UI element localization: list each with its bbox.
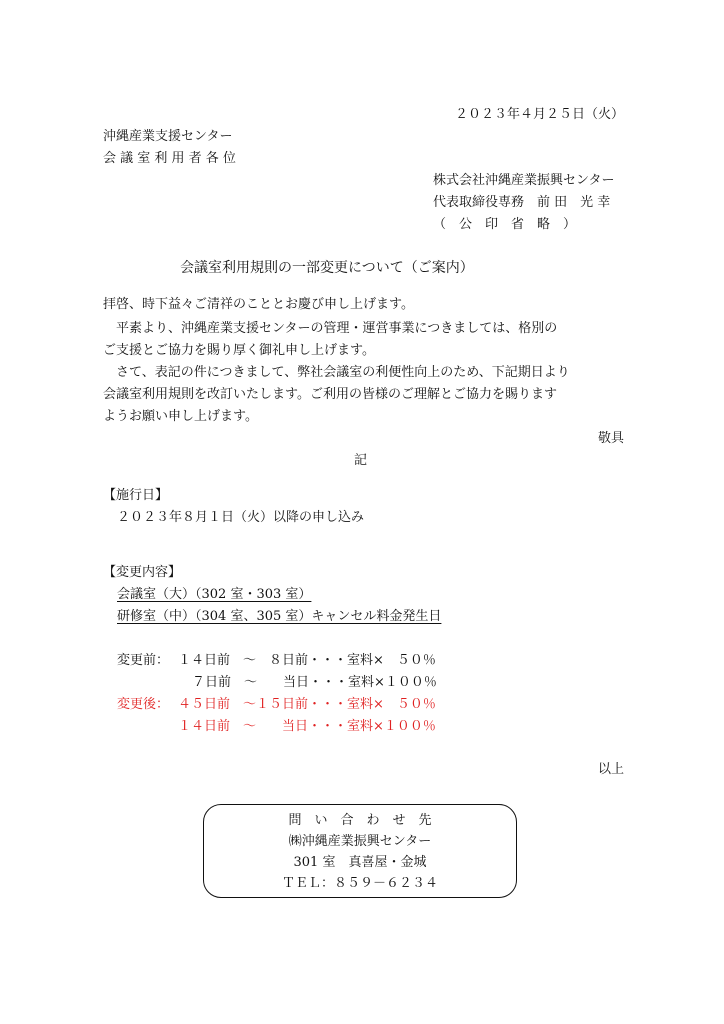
- after-label: 変更後：: [117, 697, 170, 712]
- body-paragraph-3-line-1: さて、表記の件につきまして、弊社会議室の利便性向上のため、下記期日より: [103, 365, 570, 380]
- changes-heading: 【変更内容】: [103, 565, 182, 580]
- contact-box: [203, 804, 517, 898]
- after-row-1: ４５日前 ～１５日前・・・室料× ５０％: [178, 697, 436, 712]
- before-label: 変更前：: [117, 653, 170, 668]
- sender-representative: 代表取締役専務 前 田 光 幸: [433, 195, 611, 210]
- before-row-1: １４日前 ～ ８日前・・・室料× ５０％: [178, 653, 436, 668]
- contact-persons: 301 室 真喜屋・金城: [293, 855, 427, 870]
- closing-word: 敬具: [597, 431, 624, 446]
- ki-heading: 記: [354, 453, 368, 468]
- effective-date-heading: 【施行日】: [103, 488, 169, 503]
- body-paragraph-3-line-2: 会議室利用規則を改訂いたします。ご利用の皆様のご理解とご協力を賜ります: [103, 387, 557, 402]
- effective-date-text: ２０２３年８月１日（火）以降の申し込み: [117, 510, 365, 525]
- document-date: ２０２３年４月２５日（火）: [454, 107, 624, 122]
- contact-phone: ＴＥＬ：８５９－６２３４: [281, 876, 438, 891]
- contact-heading: 問 い 合 わ せ 先: [288, 813, 432, 828]
- recipient-addressee: 会 議 室 利 用 者 各 位: [103, 151, 236, 166]
- end-mark: 以上: [597, 762, 624, 777]
- body-paragraph-2-line-1: 平素より、沖縄産業支援センターの管理・運営事業につきましては、格別の: [103, 321, 558, 336]
- contact-company: ㈱沖縄産業振興センター: [288, 834, 432, 849]
- body-paragraph-2-line-2: ご支援とご協力を賜り厚く御礼申し上げます。: [103, 343, 375, 358]
- greeting-paragraph: 拝啓、時下益々ご清祥のこととお慶び申し上げます。: [103, 297, 414, 312]
- before-row-2: ７日前 ～ 当日・・・室料×１００％: [192, 675, 437, 690]
- sender-company: 株式会社沖縄産業振興センター: [433, 173, 615, 188]
- room-medium-label: 研修室（中）（304 室、305 室）キャンセル料金発生日: [117, 609, 442, 624]
- document-title: 会議室利用規則の一部変更について（ご案内）: [180, 260, 474, 276]
- recipient-organization: 沖縄産業支援センター: [103, 129, 233, 144]
- seal-omitted-note: （ 公 印 省 略 ）: [433, 217, 577, 232]
- room-large-label: 会議室（大）（302 室・303 室）: [117, 587, 312, 602]
- body-paragraph-3-line-3: ようお願い申し上げます。: [103, 409, 258, 424]
- after-row-2: １４日前 ～ 当日・・・室料×１００％: [178, 719, 436, 734]
